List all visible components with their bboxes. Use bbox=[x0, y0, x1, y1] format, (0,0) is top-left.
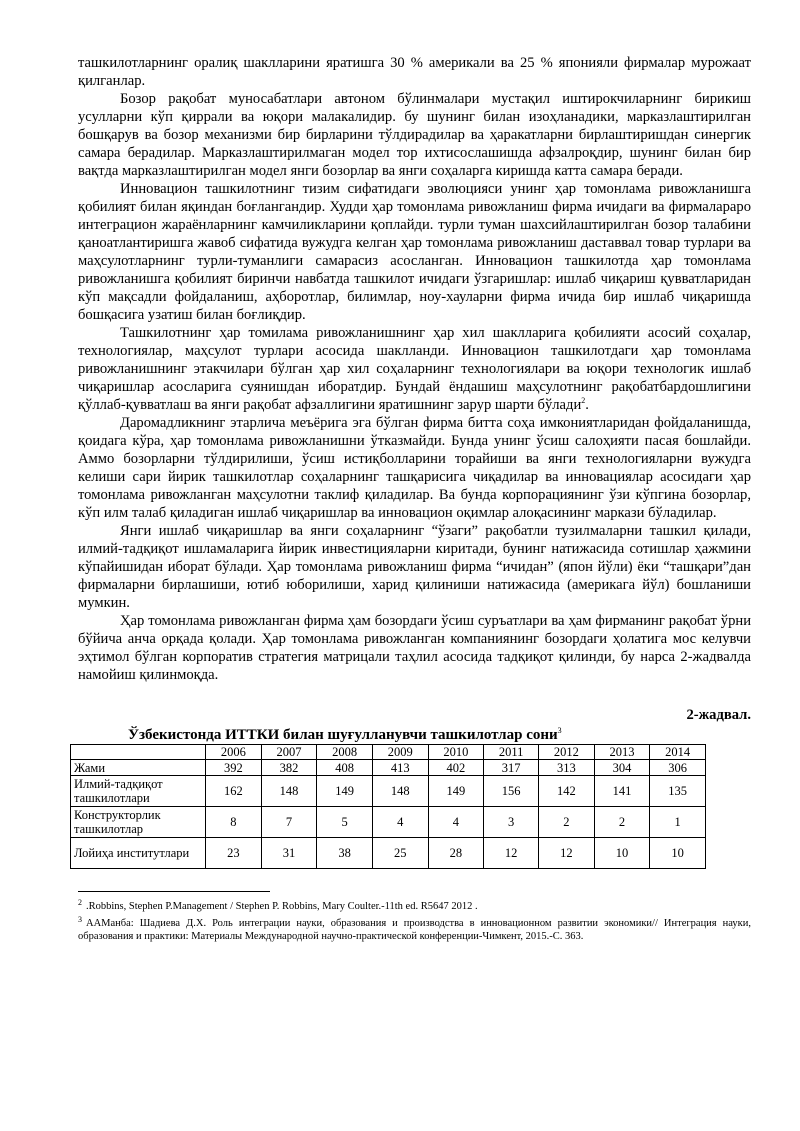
table-cell: 392 bbox=[206, 760, 262, 776]
row-label: Лойиҳа институтлари bbox=[71, 838, 206, 869]
table-cell: 413 bbox=[372, 760, 428, 776]
organizations-table bbox=[70, 744, 706, 869]
table-cell: 382 bbox=[261, 760, 317, 776]
footnote-3 bbox=[78, 914, 751, 943]
table-cell: 31 bbox=[261, 838, 317, 869]
table-cell: 141 bbox=[594, 776, 650, 807]
paragraph-1: ташкилотларнинг оралиқ шаклларини яратишга 30 % америкали ва 25 % японияли фирмалар мурожаат қилганлар. bbox=[78, 55, 751, 89]
paragraph-3: Инновацион ташкилотнинг тизим сифатидаги эволюцияси унинг ҳар томонлама ривожланишга қобилият билан яқиндан боғлангандир. Худди ҳар томонлама ривожланиш фирма ичидаги ва фирмалараро интеграцион жараёнларнинг камчиликларини қоплайди. турли туман шахсийлаштирилган бозор талабини қаноатлантиришга жавоб сифатида вужудга келган ҳар томонлама ривожланиш даставвал товар турлари ва маҳсулотларнинг турли-туманлиги самарасиз асосланган. Инновацион ташкилотда ҳар томонлама ривожланишга қобилият биринчи навбатда ташкилот ичидаги ўзгаришлар: ишлаб чиқариш қувватларидан кўп мақсадли фойдаланиш, аҳборотлар, билимлар, ноу-хауларни фирма ичида бир ишлаб чиқаришда бошқасига узатиш билан боғлиқдир. bbox=[78, 181, 751, 323]
year-header: 2012 bbox=[539, 745, 595, 760]
footnote-mark: 2 bbox=[78, 897, 82, 907]
table-cell: 10 bbox=[594, 838, 650, 869]
footnote-text: ААМанба: Шадиева Д.Х. Роль интеграции науки, образования и производства в инновационном развитии экономики// Интеграция науки, образования и практики: Материалы Международной научно-практической конференции-Чимкент, 2015.-С. 363. bbox=[78, 918, 751, 942]
table-cell: 38 bbox=[317, 838, 373, 869]
table-cell: 1 bbox=[650, 807, 706, 838]
table-cell: 2 bbox=[539, 807, 595, 838]
table-row-total bbox=[71, 760, 706, 776]
table-cell: 25 bbox=[372, 838, 428, 869]
footnote-ref-2[interactable]: 2 bbox=[581, 396, 586, 406]
table-cell: 28 bbox=[428, 838, 484, 869]
table-cell: 2 bbox=[594, 807, 650, 838]
table-cell: 148 bbox=[372, 776, 428, 807]
year-header: 2007 bbox=[261, 745, 317, 760]
year-header: 2014 bbox=[650, 745, 706, 760]
table-row-design-bureaus bbox=[71, 807, 706, 838]
table-caption bbox=[128, 726, 751, 744]
table-cell: 7 bbox=[261, 807, 317, 838]
table-cell: 4 bbox=[372, 807, 428, 838]
year-header: 2009 bbox=[372, 745, 428, 760]
table-cell: 306 bbox=[650, 760, 706, 776]
table-cell: 149 bbox=[428, 776, 484, 807]
table-row-project-institutes bbox=[71, 838, 706, 869]
table-cell: 317 bbox=[484, 760, 539, 776]
table-header-row bbox=[71, 745, 706, 760]
footnote-divider bbox=[78, 891, 270, 900]
row-label: Жами bbox=[71, 760, 206, 776]
table-cell: 142 bbox=[539, 776, 595, 807]
table-cell: 5 bbox=[317, 807, 373, 838]
footnote-text: .Robbins, Stephen P.Management / Stephen P. Robbins, Mary Coulter.-11th ed. R5647 2012 . bbox=[86, 901, 478, 912]
table-cell: 135 bbox=[650, 776, 706, 807]
row-label: Илмий-тадқиқот ташкилотлари bbox=[71, 776, 206, 807]
table-cell: 402 bbox=[428, 760, 484, 776]
table-cell: 408 bbox=[317, 760, 373, 776]
table-caption-text: Ўзбекистонда ИТТКИ билан шуғулланувчи ташкилотлар сони bbox=[128, 727, 558, 743]
table-cell: 149 bbox=[317, 776, 373, 807]
table-cell: 12 bbox=[539, 838, 595, 869]
paragraph-4: Ташкилотнинг ҳар томилама ривожланишнинг ҳар хил шаклларига қобилияти асосий соҳалар, технологиялар, маҳсулот турлари асосида шаклланди. Инновацион ташкилотдаги ҳар томонлама ривожланишнинг этакчилари бўлган ҳар хил соҳаларнинг технологиялари ва юқори технологик ишлаб чиқаришлар асосларига суянишдан иборатдир. Бундай ёндашиш маҳсулотнинг рақобатбардошлигини қўллаб-қувватлаш ва янги рақобат афзаллигини яратишнинг зарур шарти бўлади$^2$. bbox=[78, 325, 751, 413]
year-header: 2010 bbox=[428, 745, 484, 760]
paragraph-7: Ҳар томонлама ривожланган фирма ҳам бозордаги ўсиш суръатлари ва ҳам фирманинг рақобат ўрни бўйича анча орқада қолади. Ҳар томонлама ривожланган компаниянинг бозордаги ҳолатига мос келувчи эҳтимол бўлган корпоратив стратегия матрицали таҳлил асосида тадқиқот қилинди, бу нарса 2-жадвалда намойиш қилинмоқда. bbox=[78, 613, 751, 683]
document-page bbox=[74, 54, 751, 947]
year-header: 2013 bbox=[594, 745, 650, 760]
footnote-2 bbox=[78, 897, 751, 913]
footnote-ref-3[interactable]: 3 bbox=[557, 726, 562, 735]
footnote-mark: 3 bbox=[78, 914, 82, 924]
paragraph-5: Даромадликнинг этарлича меъёрига эга бўлган фирма битта соҳа имкониятларидан фойдаланишда, қоидага кўра, ҳар томонлама ривожланишни ўтказмайди. Бунда унинг ўсиш салоҳияти пасая бошлайди. Аммо бозорларни тўлдирилиши, ўсиш истиқболларини торайиши ва янги технологияларни вужудга келиши сари йирик ташкилотлар соҳаларнинг ташқарисига чиқадилар ва инновациялар асосидаги ҳар томонлама ривожланган маҳсулотни таклиф қиладилар. Ва бунда корпорациянинг ўзи кўпгина бозорлар, кўп илм талаб қиладиган ишлаб чиқаришлар ва инновацион оқимлар алоқасининг маркази бўладилар. bbox=[78, 415, 751, 521]
year-header: 2011 bbox=[484, 745, 539, 760]
table-cell: 162 bbox=[206, 776, 262, 807]
table-number: 2-жадвал. bbox=[686, 707, 751, 723]
table-cell: 304 bbox=[594, 760, 650, 776]
row-label: Конструкторлик ташкилотлар bbox=[71, 807, 206, 838]
table-cell: 23 bbox=[206, 838, 262, 869]
table-cell: 4 bbox=[428, 807, 484, 838]
table-cell: 148 bbox=[261, 776, 317, 807]
table-cell: 12 bbox=[484, 838, 539, 869]
paragraph-2: Бозор рақобат муносабатлари автоном бўлинмалари мустақил иштирокчиларнинг бирикиш усулларни кўп қиррали ва юқори малакалидир. бу шунинг билан изоҳланадики, марказлаштирилган бошқарув ва бозор механизми бир бирларини тўлдирадилар ва ҳаракатларни бирлаштиришдан синергик самара берадилар. Марказлаштирилмаган модел тор ихтисослашишда афзалроқдир, шунинг билан бир вақтда марказлаштирилган модел янги бозорлар ва янги соҳаларга киришда катта самара беради. bbox=[78, 91, 751, 179]
year-header: 2008 bbox=[317, 745, 373, 760]
table-cell: 8 bbox=[206, 807, 262, 838]
paragraph-6: Янги ишлаб чиқаришлар ва янги соҳаларнинг “ўзаги” рақобатли тузилмаларни ташкил қилади, илмий-тадқиқот ишламаларига йирик инвестицияларни киритади, бунинг натижасида сотишлар ҳажмини кўпайишидан иборат бўлади. Ҳар томонлама ривожланиш фирма “ичидан” (япон йўли) ёки “ташқари”дан фирмаларни бирлашиши, ютиб юборилиши, харид қилиниши натижасида (америкага йўл) бошланиши мумкин. bbox=[78, 523, 751, 611]
table-cell: 156 bbox=[484, 776, 539, 807]
year-header: 2006 bbox=[206, 745, 262, 760]
footnotes bbox=[78, 897, 751, 943]
table-cell: 313 bbox=[539, 760, 595, 776]
table-cell: 3 bbox=[484, 807, 539, 838]
paragraph-4-text: Ташкилотнинг ҳар томилама ривожланишнинг ҳар хил шаклларига қобилияти асосий соҳалар, технологиялар, маҳсулот турлари асосида шаклланди. Инновацион ташкилотдаги ҳар томонлама ривожланишнинг этакчилари бўлган ҳар хил соҳаларнинг технологиялари ва юқори технологик ишлаб чиқаришлар асосларига суянишдан иборатдир. Бундай ёндашиш маҳсулотнинг рақобатбардошлигини қўллаб-қувватлаш ва янги рақобат афзаллигини яратишнинг зарур шарти бўлади bbox=[78, 325, 751, 413]
table-row-research bbox=[71, 776, 706, 807]
table-corner-cell bbox=[71, 745, 206, 760]
table-cell: 10 bbox=[650, 838, 706, 869]
